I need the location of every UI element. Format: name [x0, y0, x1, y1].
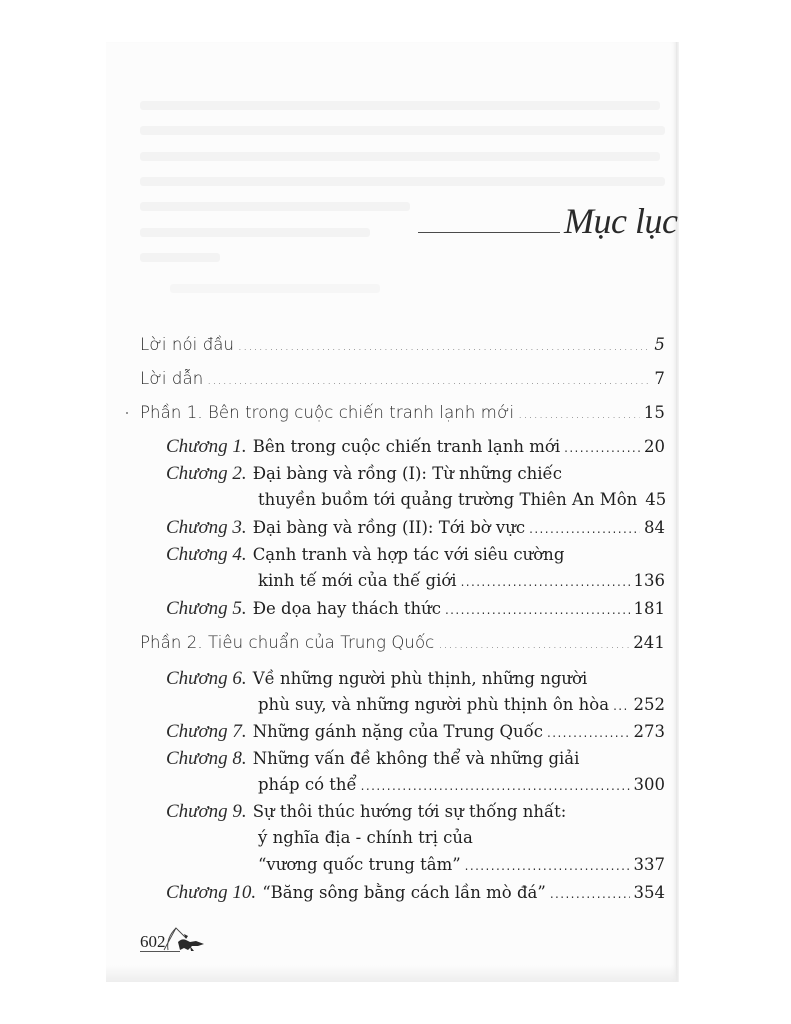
entry-page: 273: [633, 722, 665, 741]
entry-page: 20: [644, 437, 665, 456]
toc-chapter-4-cont[interactable]: [258, 571, 665, 590]
chapter-label: Chương 9.: [166, 801, 247, 822]
dot-leader: [613, 699, 629, 713]
toc-chapter-4[interactable]: [166, 544, 665, 566]
chapter-title-line-1: Cạnh tranh và hợp tác với siêu cường: [252, 545, 565, 564]
toc-chapter-8-cont[interactable]: [258, 775, 665, 794]
entry-title: Lời dẫn: [140, 369, 204, 388]
toc-chapter-2-cont[interactable]: [258, 490, 665, 509]
dot-leader: [361, 779, 630, 793]
dot-leader: [465, 859, 630, 873]
dot-leader: [461, 575, 630, 589]
entry-page: 181: [633, 599, 665, 618]
chapter-label: Chương 7.: [166, 721, 247, 742]
toc-heading: [418, 196, 678, 246]
chapter-title: Đại bàng và rồng (II): Tới bờ vực: [252, 518, 526, 537]
entry-page: 84: [644, 518, 665, 537]
page-number: 602: [140, 932, 166, 951]
toc-chapter-7[interactable]: [166, 721, 665, 743]
stray-mark: [126, 412, 128, 414]
page-title: Mục lục: [564, 201, 678, 241]
dot-leader: [438, 637, 629, 651]
chapter-title-line-1: Về những người phù thịnh, những người: [252, 669, 588, 688]
chapter-label: Chương 8.: [166, 748, 247, 769]
page-bottom-shadow: [106, 965, 678, 982]
toc-chapter-10[interactable]: [166, 882, 665, 904]
dot-leader: [550, 887, 630, 901]
chapter-title-line-1: Những vấn đề không thể và những giải: [252, 749, 580, 768]
toc-part-2[interactable]: [140, 633, 665, 652]
toc-part-1[interactable]: [140, 403, 665, 422]
heading-rule: [418, 232, 560, 233]
entry-title: Lời nói đầu: [140, 335, 235, 354]
chapter-label: Chương 1.: [166, 436, 247, 457]
chapter-title-line-2: phù suy, và những người phù thịnh ôn hòa: [258, 695, 610, 714]
chapter-title: Bên trong cuộc chiến tranh lạnh mới: [252, 437, 561, 456]
dot-leader: [529, 522, 640, 536]
page-edge: [676, 42, 679, 982]
toc-chapter-9[interactable]: [166, 801, 665, 823]
chapter-label: Chương 2.: [166, 463, 247, 484]
toc-chapter-8[interactable]: [166, 748, 665, 770]
toc-chapter-3[interactable]: [166, 517, 665, 539]
chapter-title-line-2: kinh tế mới của thế giới: [258, 571, 457, 590]
entry-page: 241: [633, 633, 665, 652]
chapter-title: Đe dọa hay thách thức: [252, 599, 441, 618]
chapter-title: Những gánh nặng của Trung Quốc: [252, 722, 544, 741]
chapter-label: Chương 3.: [166, 517, 247, 538]
dot-leader: [564, 441, 640, 455]
chapter-title-line-3: “vương quốc trung tâm”: [258, 855, 461, 874]
entry-page: 7: [654, 369, 665, 388]
entry-page: 136: [633, 571, 665, 590]
entry-page: 337: [633, 855, 665, 874]
entry-page: 300: [633, 775, 665, 794]
part-title: Bên trong cuộc chiến tranh lạnh mới: [208, 403, 515, 422]
entry-page: 252: [633, 695, 665, 714]
dot-leader: [547, 726, 629, 740]
chapter-title-line-1: Đại bàng và rồng (I): Từ những chiếc: [252, 464, 562, 483]
toc-chapter-5[interactable]: [166, 598, 665, 620]
chapter-title-line-2: pháp có thể: [258, 775, 357, 794]
entry-page: 5: [654, 335, 665, 354]
part-title: Tiêu chuẩn của Trung Quốc: [208, 633, 435, 652]
chapter-label: Chương 10.: [166, 882, 257, 903]
chapter-label: Chương 5.: [166, 598, 247, 619]
part-label: Phần 1.: [140, 403, 203, 422]
toc-chapter-6[interactable]: [166, 668, 665, 690]
chapter-title: “Băng sông bằng cách lần mò đá”: [262, 883, 546, 902]
entry-page: 45: [645, 490, 667, 509]
chapter-title-line-1: Sự thôi thúc hướng tới sự thống nhất:: [252, 802, 567, 821]
entry-page: 354: [633, 883, 665, 902]
chapter-label: Chương 6.: [166, 668, 247, 689]
dot-leader: [238, 339, 650, 353]
toc-chapter-6-cont[interactable]: [258, 695, 665, 714]
toc-chapter-1[interactable]: [166, 436, 665, 458]
chapter-title-line-2: thuyền buồm tới quảng trường Thiên An Môn: [258, 490, 638, 509]
toc-entry-introduction[interactable]: [140, 369, 665, 388]
part-label: Phần 2.: [140, 633, 203, 652]
dot-leader: [518, 407, 640, 421]
toc-chapter-9-cont-1[interactable]: [258, 828, 665, 847]
entry-page: 15: [643, 403, 665, 422]
toc-chapter-9-cont-2[interactable]: [258, 855, 665, 874]
dot-leader: [445, 603, 630, 617]
toc-chapter-2[interactable]: [166, 463, 665, 485]
chapter-label: Chương 4.: [166, 544, 247, 565]
toc-entry-preface[interactable]: [140, 335, 665, 354]
dot-leader: [207, 373, 650, 387]
bird-rider-ornament-icon: [160, 924, 208, 956]
chapter-title-line-2: ý nghĩa địa - chính trị của: [258, 828, 473, 847]
